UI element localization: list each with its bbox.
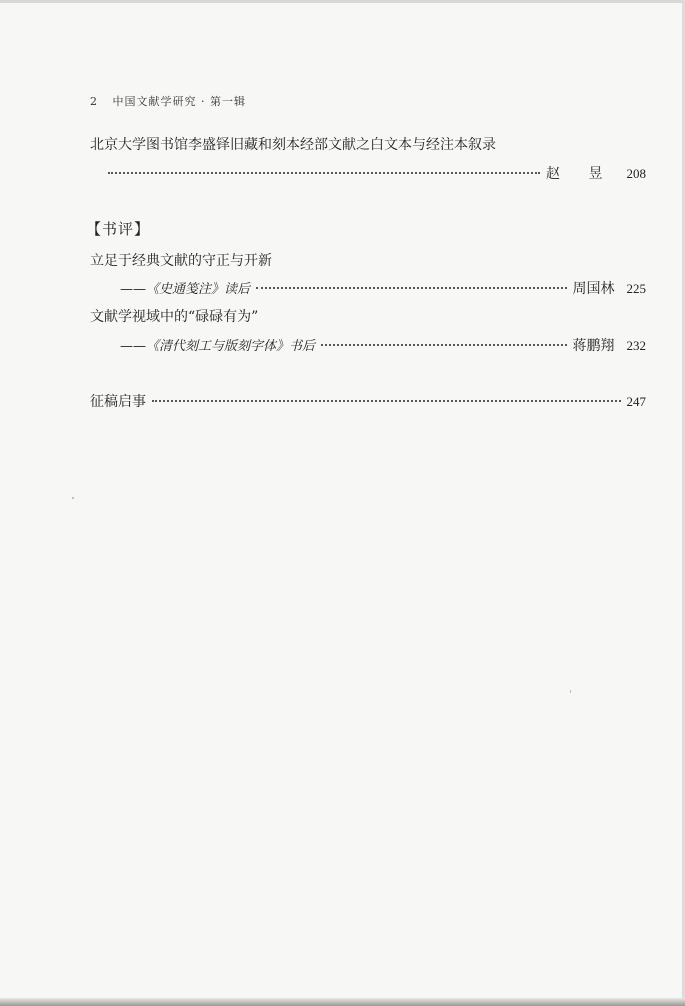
section-heading: 【书评】: [86, 220, 151, 238]
toc-entry-author: 赵 昱: [546, 166, 615, 182]
toc-entry-title: 北京大学图书馆李盛铎旧藏和刻本经部文献之白文本与经注本叙录: [90, 137, 496, 153]
toc-entry-page: 208: [626, 166, 646, 181]
scan-edge: [0, 998, 685, 1006]
toc-entry-title: 文献学视域中的“碌碌有为”: [90, 309, 259, 325]
scan-speck: [72, 497, 74, 499]
dot-leader: [321, 344, 566, 346]
toc-entry-author: 周国林: [572, 281, 615, 297]
dot-leader: [152, 400, 621, 402]
toc-entry-page: 232: [626, 338, 646, 353]
toc-entry-page: 225: [626, 281, 646, 296]
toc-entry-page: 247: [626, 394, 646, 409]
scan-edge: [0, 0, 685, 3]
dot-leader: [108, 172, 540, 174]
toc-entry-title: 立足于经典文献的守正与开新: [90, 253, 272, 269]
toc-entry-author: 蒋鹏翔: [572, 338, 615, 354]
toc-entry-row: [120, 335, 646, 355]
toc-entry-row: [108, 163, 646, 183]
toc-entry-row: [120, 278, 646, 298]
toc-entry-title: 征稿启事: [90, 394, 146, 410]
dot-leader: [256, 287, 566, 289]
toc-entry-row: [90, 391, 646, 411]
toc-entry-subtitle: ——《史通笺注》读后: [120, 282, 251, 297]
scan-speck: [570, 690, 571, 693]
running-head: [90, 93, 246, 109]
running-head-title: 中国文献学研究 · 第一辑: [112, 95, 246, 108]
page-number: 2: [90, 95, 98, 108]
toc-entry-subtitle: ——《清代刻工与版刻字体》书后: [120, 339, 316, 354]
